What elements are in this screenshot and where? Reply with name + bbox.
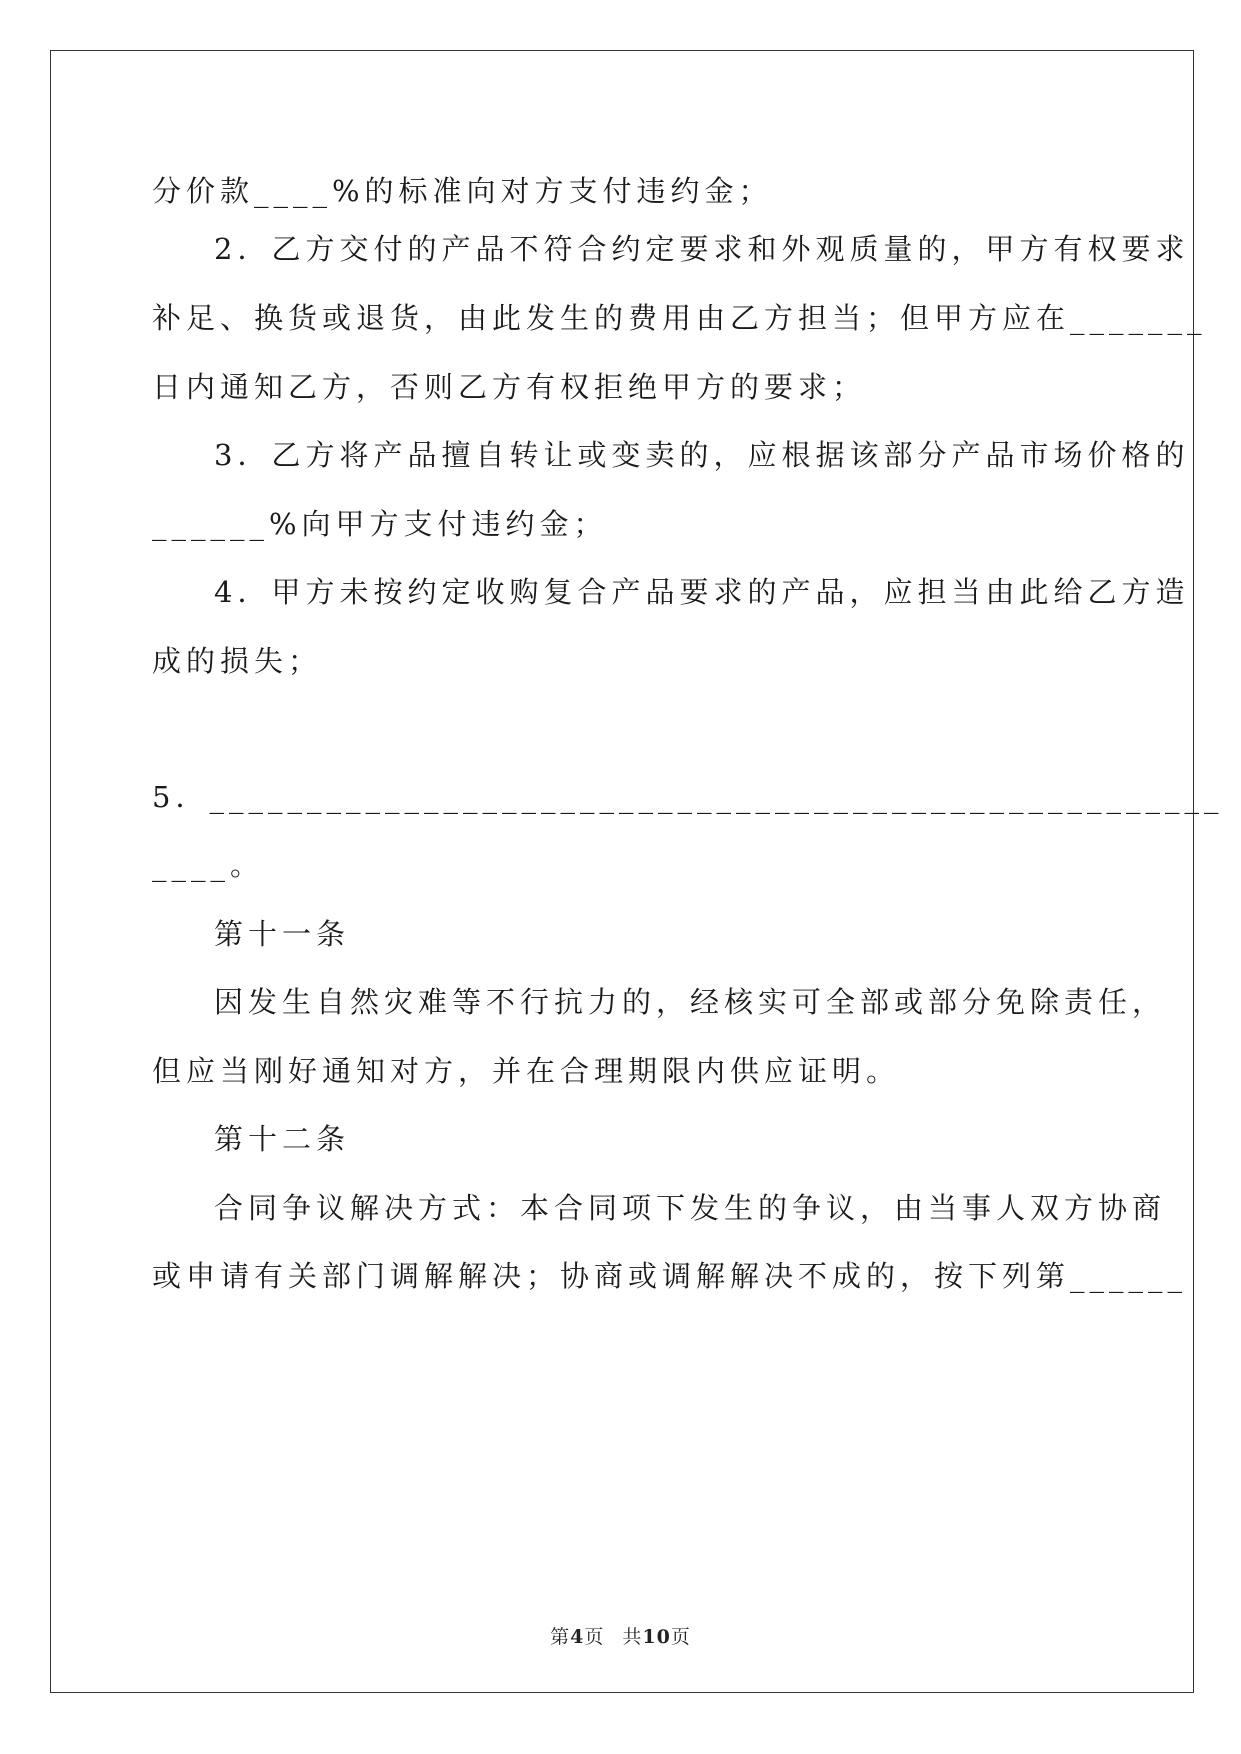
- text-line-4: 日内通知乙方，否则乙方有权拒绝甲方的要求；: [152, 370, 867, 404]
- clause-item-2: 2．乙方交付的产品不符合约定要求和外观质量的，甲方有权要求: [214, 232, 1190, 266]
- article-12-heading: 第十二条: [214, 1122, 351, 1156]
- clause-item-3: 3．乙方将产品擅自转让或变卖的，应根据该部分产品市场价格的: [214, 438, 1190, 472]
- text-line-10: ____。: [152, 848, 265, 882]
- footer-page-number: 4: [570, 1626, 585, 1648]
- text-line-1: 分价款____%的标准向对方支付违约金；: [152, 174, 773, 208]
- article-11-heading: 第十一条: [214, 917, 351, 951]
- clause-item-4: 4．甲方未按约定收购复合产品要求的产品，应担当由此给乙方造: [214, 575, 1190, 609]
- text-line-12: 因发生自然灾难等不行抗力的，经核实可全部或部分免除责任，: [214, 985, 1167, 1019]
- text-line-6: ______%向甲方支付违约金；: [152, 507, 608, 541]
- text-line-15: 合同争议解决方式：本合同项下发生的争议，由当事人双方协商: [214, 1191, 1167, 1225]
- text-line-16: 或申请有关部门调解解决；协商或调解解决不成的，按下列第______: [152, 1259, 1188, 1293]
- footer-page-suffix: 页: [584, 1626, 605, 1648]
- clause-item-5: 5．____________________________________________________: [152, 780, 1224, 814]
- page-footer: [0, 1622, 1241, 1649]
- text-line-3: 补足、换货或退货，由此发生的费用由乙方担当；但甲方应在_______: [152, 301, 1207, 335]
- footer-total-prefix: 共: [622, 1626, 643, 1648]
- footer-total-suffix: 页: [670, 1626, 691, 1648]
- text-line-8: 成的损失；: [152, 644, 323, 678]
- footer-page-prefix: 第: [550, 1626, 571, 1648]
- footer-total-pages: 10: [642, 1626, 671, 1648]
- text-line-13: 但应当刚好通知对方，并在合理期限内供应证明。: [152, 1054, 901, 1088]
